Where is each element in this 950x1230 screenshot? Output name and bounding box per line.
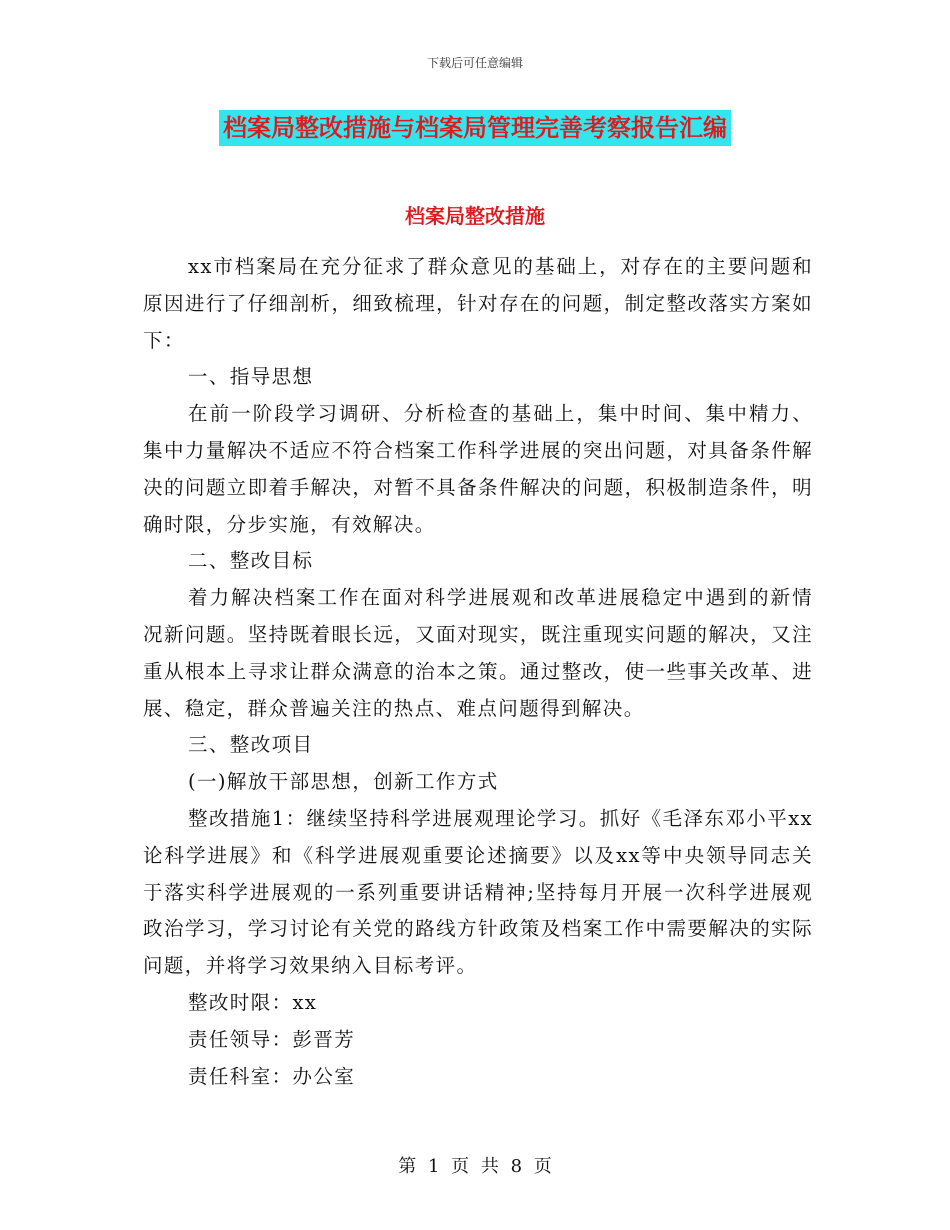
paragraph-intro: xx市档案局在充分征求了群众意见的基础上，对存在的主要问题和原因进行了仔细剖析，细致梳理，针对存在的问题，制定整改落实方案如下： [143,255,813,352]
heading-rectification-goals: 二、整改目标 [188,549,314,573]
section-title: 档案局整改措施 [405,204,545,228]
document-main-title: 档案局整改措施与档案局管理完善考察报告汇编 [219,110,731,146]
responsible-office-line: 责任科室：办公室 [188,1064,356,1088]
heading-guiding-ideology: 一、指导思想 [188,365,314,389]
paragraph-rectification-goals: 着力解决档案工作在面对科学进展观和改革进展稳定中遇到的新情况新问题。坚持既着眼长远，又面对现实，既注重现实问题的解决，又注重从根本上寻求让群众满意的治本之策。通过整改，使一些事关改革、进展、稳定，群众普遍关注的热点、难点问题得到解决。 [143,586,813,720]
subheading-item-one: (一)解放干部思想，创新工作方式 [188,770,499,794]
responsible-leader-line: 责任领导：彭晋芳 [188,1027,356,1051]
header-note: 下载后可任意编辑 [426,56,523,70]
paragraph-guiding-ideology: 在前一阶段学习调研、分析检查的基础上，集中时间、集中精力、集中力量解决不适应不符合档案工作科学进展的突出问题，对具备条件解决的问题立即着手解决，对暂不具备条件解决的问题，积极制造条件，明确时限，分步实施，有效解决。 [143,402,813,536]
document-body [143,249,813,1095]
heading-rectification-items: 三、整改项目 [188,733,314,757]
main-title-wrap [0,110,950,146]
page-number-footer: 第 1 页 共 8 页 [398,1156,552,1177]
paragraph-measure-one: 整改措施1：继续坚持科学进展观理论学习。抓好《毛泽东邓小平xx论科学进展》和《科学进展观重要论述摘要》以及xx等中央领导同志关于落实科学进展观的一系列重要讲话精神;坚持每月开展一次科学进展观政治学习，学习讨论有关党的路线方针政策及档案工作中需要解决的实际问题，并将学习效果纳入目标考评。 [143,806,813,978]
deadline-line: 整改时限：xx [188,990,318,1014]
